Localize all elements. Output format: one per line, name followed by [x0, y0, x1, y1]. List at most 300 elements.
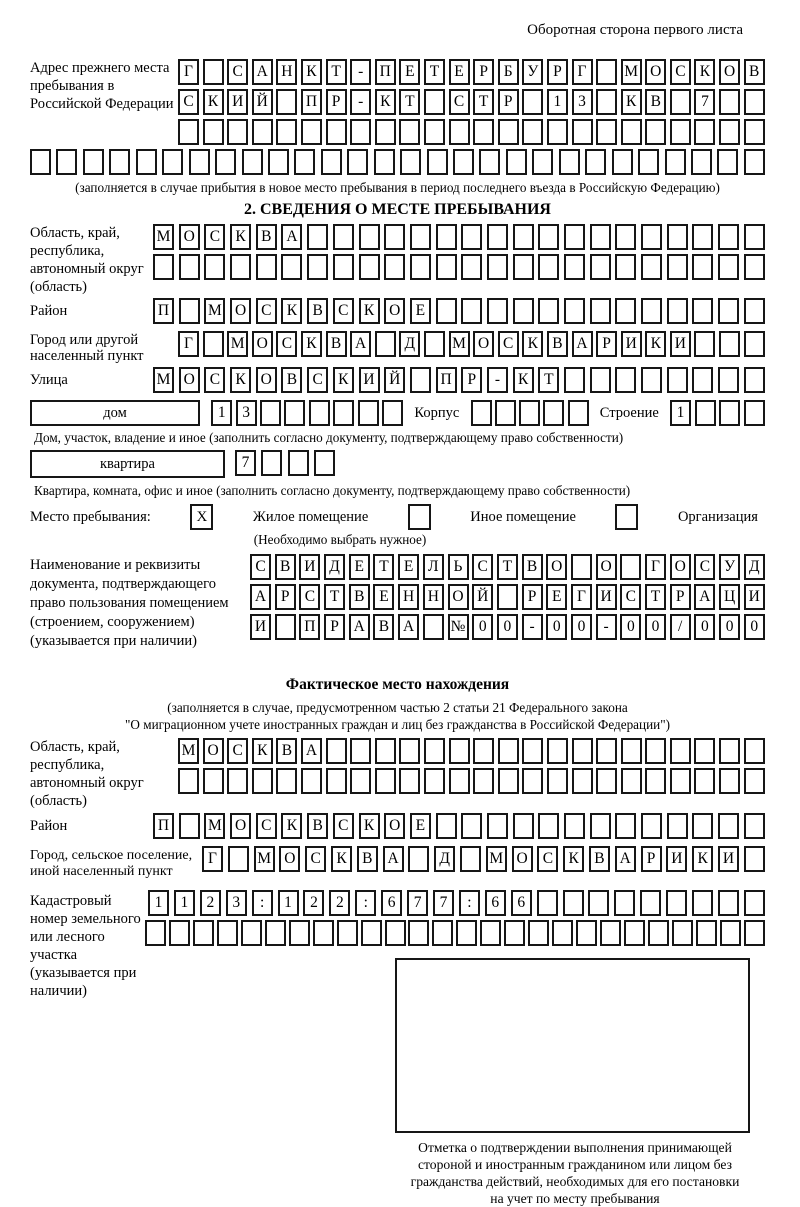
char-cell[interactable]: Т [373, 554, 394, 580]
char-cell[interactable] [648, 920, 669, 946]
char-cell[interactable]: С [333, 298, 354, 324]
char-cell[interactable] [480, 920, 501, 946]
char-cell[interactable]: О [230, 298, 251, 324]
char-cell[interactable] [375, 738, 396, 764]
char-cell[interactable]: С [670, 59, 691, 85]
char-cell[interactable] [538, 298, 559, 324]
char-cell[interactable]: С [449, 89, 470, 115]
char-cell[interactable] [281, 254, 302, 280]
char-cell[interactable] [260, 400, 281, 426]
char-cell[interactable]: С [204, 224, 225, 250]
char-cell[interactable]: А [383, 846, 404, 872]
char-cell[interactable] [641, 224, 662, 250]
char-cell[interactable] [217, 920, 238, 946]
char-cell[interactable]: Г [178, 59, 199, 85]
char-cell[interactable]: К [621, 89, 642, 115]
char-cell[interactable]: : [252, 890, 273, 916]
char-cell[interactable]: 1 [174, 890, 195, 916]
char-cell[interactable] [718, 890, 739, 916]
char-cell[interactable]: О [279, 846, 300, 872]
char-cell[interactable]: С [620, 584, 641, 610]
char-cell[interactable]: 0 [719, 614, 740, 640]
char-cell[interactable] [265, 920, 286, 946]
char-cell[interactable] [471, 400, 492, 426]
char-cell[interactable]: О [256, 367, 277, 393]
char-cell[interactable]: С [498, 331, 519, 357]
char-cell[interactable]: И [227, 89, 248, 115]
char-cell[interactable]: В [522, 554, 543, 580]
char-cell[interactable] [375, 119, 396, 145]
char-cell[interactable] [513, 224, 534, 250]
char-cell[interactable]: Т [326, 59, 347, 85]
char-cell[interactable]: 0 [546, 614, 567, 640]
char-cell[interactable] [432, 920, 453, 946]
char-cell[interactable] [513, 298, 534, 324]
char-cell[interactable]: 6 [381, 890, 402, 916]
char-cell[interactable] [719, 331, 740, 357]
char-cell[interactable]: 1 [547, 89, 568, 115]
char-cell[interactable] [424, 768, 445, 794]
char-cell[interactable]: Ь [448, 554, 469, 580]
char-cell[interactable] [596, 738, 617, 764]
char-cell[interactable]: Г [178, 331, 199, 357]
char-cell[interactable]: П [153, 298, 174, 324]
char-cell[interactable] [350, 768, 371, 794]
char-cell[interactable]: И [299, 554, 320, 580]
char-cell[interactable] [564, 367, 585, 393]
char-cell[interactable] [162, 149, 183, 175]
char-cell[interactable] [670, 89, 691, 115]
char-cell[interactable] [744, 298, 765, 324]
char-cell[interactable] [399, 119, 420, 145]
char-cell[interactable]: К [563, 846, 584, 872]
char-cell[interactable]: 7 [235, 450, 256, 476]
char-cell[interactable]: В [307, 813, 328, 839]
char-cell[interactable] [641, 813, 662, 839]
char-cell[interactable]: Р [522, 584, 543, 610]
char-cell[interactable] [564, 224, 585, 250]
char-cell[interactable]: А [398, 614, 419, 640]
char-cell[interactable] [230, 254, 251, 280]
char-cell[interactable]: С [227, 59, 248, 85]
char-cell[interactable] [252, 768, 273, 794]
char-cell[interactable]: Н [423, 584, 444, 610]
char-cell[interactable] [498, 738, 519, 764]
char-cell[interactable]: А [350, 331, 371, 357]
char-cell[interactable]: О [384, 298, 405, 324]
char-cell[interactable]: С [307, 367, 328, 393]
char-cell[interactable]: С [472, 554, 493, 580]
char-cell[interactable] [495, 400, 516, 426]
char-cell[interactable]: К [333, 367, 354, 393]
char-cell[interactable]: Т [538, 367, 559, 393]
char-cell[interactable] [696, 920, 717, 946]
char-cell[interactable] [227, 768, 248, 794]
char-cell[interactable]: К [230, 224, 251, 250]
char-cell[interactable]: О [645, 59, 666, 85]
char-cell[interactable]: В [744, 59, 765, 85]
char-cell[interactable] [640, 890, 661, 916]
char-cell[interactable]: О [252, 331, 273, 357]
char-cell[interactable]: Й [384, 367, 405, 393]
char-cell[interactable] [227, 119, 248, 145]
char-cell[interactable] [590, 298, 611, 324]
char-cell[interactable] [178, 768, 199, 794]
char-cell[interactable] [301, 119, 322, 145]
char-cell[interactable] [670, 119, 691, 145]
char-cell[interactable] [692, 224, 713, 250]
char-cell[interactable]: А [281, 224, 302, 250]
char-cell[interactable]: С [204, 367, 225, 393]
char-cell[interactable]: К [331, 846, 352, 872]
char-cell[interactable] [718, 298, 739, 324]
char-cell[interactable] [449, 738, 470, 764]
char-cell[interactable] [145, 920, 166, 946]
char-cell[interactable] [718, 813, 739, 839]
char-cell[interactable]: - [350, 89, 371, 115]
char-cell[interactable]: 0 [645, 614, 666, 640]
char-cell[interactable]: О [230, 813, 251, 839]
char-cell[interactable] [424, 119, 445, 145]
char-cell[interactable]: 0 [694, 614, 715, 640]
char-cell[interactable] [543, 400, 564, 426]
char-cell[interactable] [621, 738, 642, 764]
char-cell[interactable] [307, 224, 328, 250]
char-cell[interactable] [513, 813, 534, 839]
char-cell[interactable] [215, 149, 236, 175]
char-cell[interactable] [590, 254, 611, 280]
char-cell[interactable] [692, 890, 713, 916]
char-cell[interactable] [423, 614, 444, 640]
char-cell[interactable]: 2 [303, 890, 324, 916]
char-cell[interactable] [193, 920, 214, 946]
char-cell[interactable] [461, 298, 482, 324]
char-cell[interactable]: С [256, 298, 277, 324]
char-cell[interactable]: С [305, 846, 326, 872]
char-cell[interactable] [424, 738, 445, 764]
char-cell[interactable] [744, 768, 765, 794]
char-cell[interactable]: У [522, 59, 543, 85]
char-cell[interactable] [522, 768, 543, 794]
char-cell[interactable]: 7 [694, 89, 715, 115]
char-cell[interactable] [473, 738, 494, 764]
char-cell[interactable] [384, 254, 405, 280]
char-cell[interactable] [461, 813, 482, 839]
char-cell[interactable] [694, 331, 715, 357]
char-cell[interactable]: 0 [497, 614, 518, 640]
char-cell[interactable]: К [359, 813, 380, 839]
char-cell[interactable] [384, 224, 405, 250]
char-cell[interactable] [83, 149, 104, 175]
char-cell[interactable]: К [694, 59, 715, 85]
char-cell[interactable]: К [301, 331, 322, 357]
char-cell[interactable]: 3 [226, 890, 247, 916]
char-cell[interactable] [641, 254, 662, 280]
char-cell[interactable] [321, 149, 342, 175]
char-cell[interactable] [596, 89, 617, 115]
char-cell[interactable] [670, 768, 691, 794]
char-cell[interactable] [547, 119, 568, 145]
char-cell[interactable]: А [252, 59, 273, 85]
char-cell[interactable]: К [252, 738, 273, 764]
char-cell[interactable] [744, 367, 765, 393]
char-cell[interactable]: К [359, 298, 380, 324]
char-cell[interactable] [487, 298, 508, 324]
char-cell[interactable] [473, 768, 494, 794]
char-cell[interactable]: Р [670, 584, 691, 610]
char-cell[interactable] [665, 149, 686, 175]
char-cell[interactable] [590, 367, 611, 393]
char-cell[interactable]: 6 [485, 890, 506, 916]
char-cell[interactable]: Р [547, 59, 568, 85]
char-cell[interactable]: С [227, 738, 248, 764]
char-cell[interactable] [307, 254, 328, 280]
char-cell[interactable] [718, 224, 739, 250]
char-cell[interactable] [276, 89, 297, 115]
char-cell[interactable]: М [178, 738, 199, 764]
char-cell[interactable]: 2 [329, 890, 350, 916]
char-cell[interactable]: П [375, 59, 396, 85]
char-cell[interactable]: Д [324, 554, 345, 580]
char-cell[interactable] [600, 920, 621, 946]
char-cell[interactable] [456, 920, 477, 946]
char-cell[interactable] [333, 254, 354, 280]
char-cell[interactable] [461, 224, 482, 250]
char-cell[interactable] [275, 614, 296, 640]
char-cell[interactable] [449, 119, 470, 145]
char-cell[interactable] [596, 119, 617, 145]
char-cell[interactable]: Й [252, 89, 273, 115]
char-cell[interactable]: - [350, 59, 371, 85]
char-cell[interactable]: Г [571, 584, 592, 610]
char-cell[interactable]: В [645, 89, 666, 115]
char-cell[interactable]: 1 [670, 400, 691, 426]
char-cell[interactable] [719, 768, 740, 794]
char-cell[interactable] [667, 367, 688, 393]
char-cell[interactable]: У [719, 554, 740, 580]
char-cell[interactable] [672, 920, 693, 946]
char-cell[interactable]: О [512, 846, 533, 872]
char-cell[interactable] [667, 254, 688, 280]
char-cell[interactable]: Т [645, 584, 666, 610]
char-cell[interactable] [498, 768, 519, 794]
char-cell[interactable] [612, 149, 633, 175]
char-cell[interactable]: С [276, 331, 297, 357]
char-cell[interactable] [30, 149, 51, 175]
char-cell[interactable] [547, 738, 568, 764]
char-cell[interactable]: 1 [148, 890, 169, 916]
char-cell[interactable] [621, 768, 642, 794]
char-cell[interactable] [203, 119, 224, 145]
char-cell[interactable] [136, 149, 157, 175]
char-cell[interactable] [203, 768, 224, 794]
char-cell[interactable]: М [621, 59, 642, 85]
char-cell[interactable]: Т [473, 89, 494, 115]
char-cell[interactable] [744, 224, 765, 250]
char-cell[interactable]: Н [398, 584, 419, 610]
char-cell[interactable] [692, 813, 713, 839]
char-cell[interactable] [203, 331, 224, 357]
char-cell[interactable]: С [256, 813, 277, 839]
char-cell[interactable] [719, 400, 740, 426]
char-cell[interactable]: О [546, 554, 567, 580]
char-cell[interactable] [261, 450, 282, 476]
char-cell[interactable] [744, 254, 765, 280]
char-cell[interactable]: Р [461, 367, 482, 393]
char-cell[interactable]: О [670, 554, 691, 580]
char-cell[interactable]: Е [410, 813, 431, 839]
char-cell[interactable]: А [694, 584, 715, 610]
char-cell[interactable]: П [153, 813, 174, 839]
char-cell[interactable] [326, 768, 347, 794]
char-cell[interactable] [615, 254, 636, 280]
char-cell[interactable] [350, 738, 371, 764]
char-cell[interactable] [552, 920, 573, 946]
char-cell[interactable]: К [513, 367, 534, 393]
char-cell[interactable]: Р [275, 584, 296, 610]
char-cell[interactable] [252, 119, 273, 145]
char-cell[interactable] [314, 450, 335, 476]
char-cell[interactable] [497, 584, 518, 610]
char-cell[interactable] [620, 554, 641, 580]
char-cell[interactable] [242, 149, 263, 175]
char-cell[interactable] [399, 738, 420, 764]
char-cell[interactable] [522, 89, 543, 115]
char-cell[interactable] [744, 846, 765, 872]
char-cell[interactable] [436, 298, 457, 324]
char-cell[interactable] [375, 331, 396, 357]
char-cell[interactable] [718, 367, 739, 393]
char-cell[interactable] [326, 738, 347, 764]
char-cell[interactable] [385, 920, 406, 946]
char-cell[interactable]: В [307, 298, 328, 324]
char-cell[interactable]: М [204, 298, 225, 324]
char-cell[interactable] [538, 813, 559, 839]
char-cell[interactable] [588, 890, 609, 916]
char-cell[interactable] [309, 400, 330, 426]
char-cell[interactable]: П [436, 367, 457, 393]
char-cell[interactable] [564, 813, 585, 839]
char-cell[interactable] [268, 149, 289, 175]
char-cell[interactable] [694, 738, 715, 764]
char-cell[interactable]: 0 [472, 614, 493, 640]
char-cell[interactable] [504, 920, 525, 946]
char-cell[interactable]: В [349, 584, 370, 610]
char-cell[interactable] [572, 768, 593, 794]
char-cell[interactable] [538, 224, 559, 250]
char-cell[interactable]: О [179, 367, 200, 393]
char-cell[interactable] [460, 846, 481, 872]
char-cell[interactable]: К [522, 331, 543, 357]
char-cell[interactable] [361, 920, 382, 946]
char-cell[interactable]: 0 [571, 614, 592, 640]
char-cell[interactable]: 2 [200, 890, 221, 916]
char-cell[interactable] [571, 554, 592, 580]
char-cell[interactable] [744, 890, 765, 916]
char-cell[interactable]: И [666, 846, 687, 872]
char-cell[interactable]: В [589, 846, 610, 872]
char-cell[interactable]: В [373, 614, 394, 640]
char-cell[interactable] [744, 331, 765, 357]
char-cell[interactable] [638, 149, 659, 175]
char-cell[interactable] [400, 149, 421, 175]
char-cell[interactable]: Е [410, 298, 431, 324]
char-cell[interactable]: С [537, 846, 558, 872]
char-cell[interactable] [410, 367, 431, 393]
char-cell[interactable] [641, 367, 662, 393]
char-cell[interactable] [615, 367, 636, 393]
char-cell[interactable]: Е [449, 59, 470, 85]
char-cell[interactable] [596, 768, 617, 794]
char-cell[interactable] [572, 119, 593, 145]
char-cell[interactable] [374, 149, 395, 175]
char-cell[interactable]: Т [424, 59, 445, 85]
char-cell[interactable] [692, 367, 713, 393]
char-cell[interactable] [564, 298, 585, 324]
char-cell[interactable] [585, 149, 606, 175]
char-cell[interactable] [532, 149, 553, 175]
char-cell[interactable]: : [459, 890, 480, 916]
char-cell[interactable]: Д [399, 331, 420, 357]
char-cell[interactable]: И [250, 614, 271, 640]
char-cell[interactable] [436, 813, 457, 839]
char-cell[interactable] [744, 89, 765, 115]
char-cell[interactable] [563, 890, 584, 916]
char-cell[interactable]: Е [349, 554, 370, 580]
char-cell[interactable] [694, 119, 715, 145]
char-cell[interactable] [288, 450, 309, 476]
char-cell[interactable] [424, 331, 445, 357]
char-cell[interactable] [179, 254, 200, 280]
char-cell[interactable]: 1 [278, 890, 299, 916]
char-cell[interactable] [359, 254, 380, 280]
char-cell[interactable] [169, 920, 190, 946]
char-cell[interactable] [256, 254, 277, 280]
char-cell[interactable] [276, 119, 297, 145]
char-cell[interactable] [537, 890, 558, 916]
char-cell[interactable] [109, 149, 130, 175]
char-cell[interactable] [487, 224, 508, 250]
char-cell[interactable] [153, 254, 174, 280]
char-cell[interactable]: Т [497, 554, 518, 580]
char-cell[interactable]: О [473, 331, 494, 357]
char-cell[interactable] [666, 890, 687, 916]
char-cell[interactable] [615, 813, 636, 839]
char-cell[interactable]: Г [572, 59, 593, 85]
char-cell[interactable]: 0 [744, 614, 765, 640]
char-cell[interactable] [645, 119, 666, 145]
char-cell[interactable] [358, 400, 379, 426]
char-cell[interactable] [667, 224, 688, 250]
char-cell[interactable] [641, 298, 662, 324]
char-cell[interactable]: С [250, 554, 271, 580]
char-cell[interactable]: К [692, 846, 713, 872]
char-cell[interactable]: - [487, 367, 508, 393]
char-cell[interactable] [691, 149, 712, 175]
char-cell[interactable] [461, 254, 482, 280]
char-cell[interactable] [294, 149, 315, 175]
char-cell[interactable]: Л [423, 554, 444, 580]
char-cell[interactable] [284, 400, 305, 426]
char-cell[interactable]: Р [641, 846, 662, 872]
char-cell[interactable] [590, 813, 611, 839]
char-cell[interactable]: О [203, 738, 224, 764]
char-cell[interactable]: С [694, 554, 715, 580]
char-cell[interactable]: О [596, 554, 617, 580]
house-field-box[interactable] [30, 400, 200, 426]
char-cell[interactable] [695, 400, 716, 426]
char-cell[interactable]: В [281, 367, 302, 393]
